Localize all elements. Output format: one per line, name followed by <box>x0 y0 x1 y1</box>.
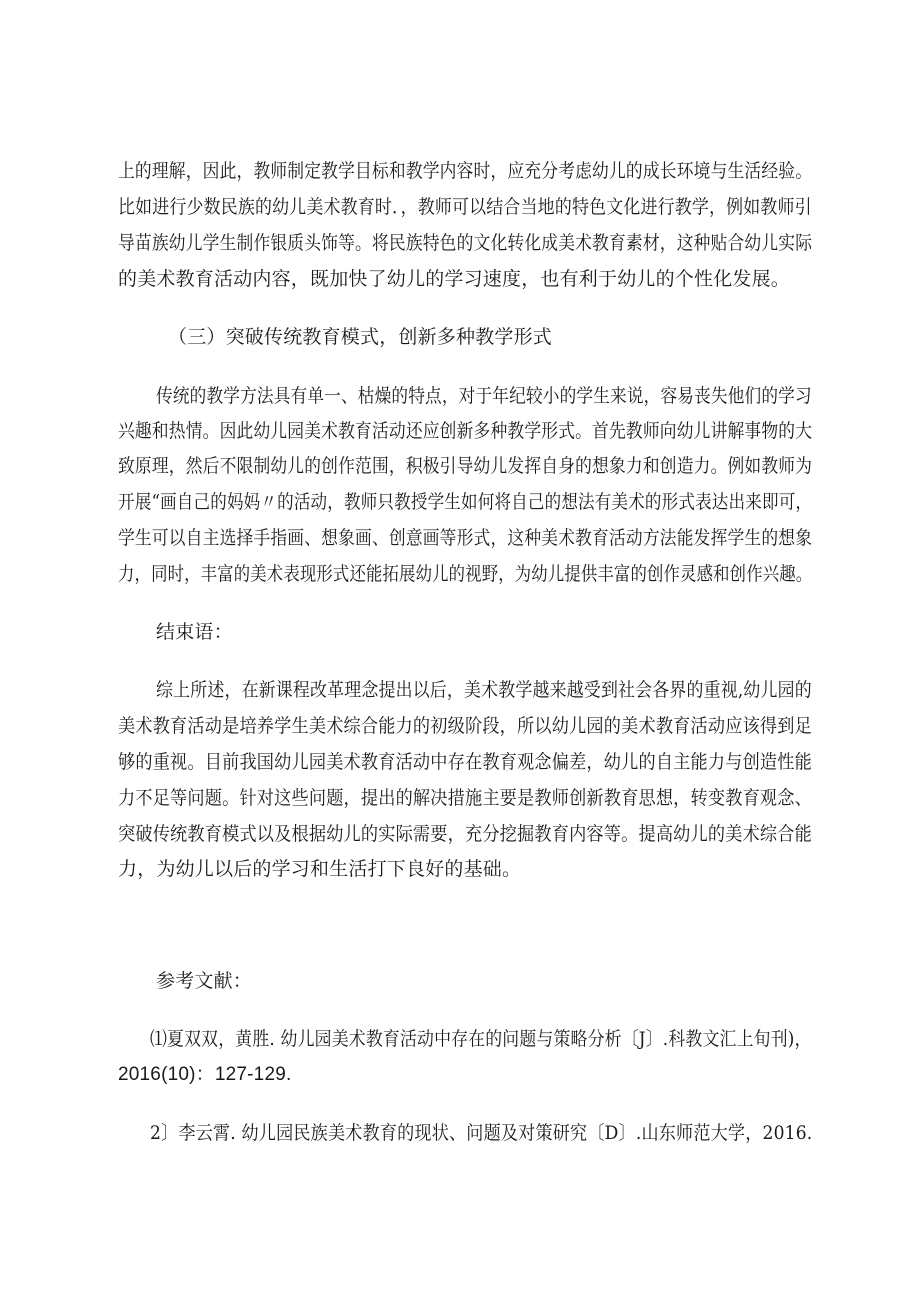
section-heading: （三）突破传统教育模式，创新多种教学形式 <box>168 326 553 348</box>
text-line: 够的重视。目前我国幼儿园美术教育活动中存在教育观念偏差，幼儿的自主能力与创造性能 <box>118 751 812 773</box>
text-line: 突破传统教育模式以及根据幼儿的实际需要，充分挖掘教育内容等。提高幼儿的美术综合能 <box>118 823 812 845</box>
text-line: 力不足等问题。针对这些问题，提出的解决措施主要是教师创新教育思想，转变教育观念、 <box>118 787 812 809</box>
text-line: 传统的教学方法具有单一、枯燥的特点，对于年纪较小的学生来说，容易丧失他们的学习 <box>156 385 812 407</box>
text-line: 综上所述，在新课程改革理念提出以后，美术教学越来越受到社会各界的重视,幼儿园的 <box>156 679 812 701</box>
text-line: 力，为幼儿以后的学习和生活打下良好的基础。 <box>118 858 522 880</box>
reference-item-1: ⑴夏双双，黄胜. 幼儿园美术教育活动中存在的问题与策略分析〔J〕.科教文汇上旬刊)， <box>150 1028 812 1050</box>
text-line: 美术教育活动是培养学生美术综合能力的初级阶段，所以幼儿园的美术教育活动应该得到足 <box>118 715 812 737</box>
references-heading: 参考文献： <box>156 970 253 992</box>
text-line: 上的理解，因此，教师制定教学目标和教学内容时，应充分考虑幼儿的成长环境与生活经验。 <box>118 160 813 182</box>
reference-item-1-continuation: 2016(10)：127-129. <box>118 1064 292 1085</box>
text-line: 的美术教育活动内容，既加快了幼儿的学习速度，也有利于幼儿的个性化发展。 <box>118 268 791 290</box>
text-line: 导苗族幼儿学生制作银质头饰等。将民族特色的文化转化成美术教育素材，这种贴合幼儿实际 <box>118 232 813 254</box>
text-line: 开展“画自己的妈妈〃的活动，教师只教授学生如何将自己的想法有美术的形式表达出来即可， <box>118 491 813 513</box>
text-line: 兴趣和热情。因此幼儿园美术教育活动还应创新多种教学形式。首先教师向幼儿讲解事物的大 <box>118 420 813 442</box>
text-line: 比如进行少数民族的幼儿美术教育时．，教师可以结合当地的特色文化进行教学，例如教师引 <box>118 196 812 218</box>
reference-item-2: 2〕李云霄. 幼儿园民族美术教育的现状、问题及对策研究〔D〕.山东师范大学，2016. <box>150 1122 813 1144</box>
text-line: 学生可以自主选择手指画、想象画、创意画等形式，这种美术教育活动方法能发挥学生的想象 <box>118 527 813 549</box>
text-line: 力，同时，丰富的美术表现形式还能拓展幼儿的视野，为幼儿提供丰富的创作灵感和创作兴趣。 <box>118 563 813 585</box>
text-line: 致原理，然后不限制幼儿的创作范围，积极引导幼儿发挥自身的想象力和创造力。例如教师为 <box>118 455 813 477</box>
conclusion-heading: 结束语： <box>156 621 233 643</box>
